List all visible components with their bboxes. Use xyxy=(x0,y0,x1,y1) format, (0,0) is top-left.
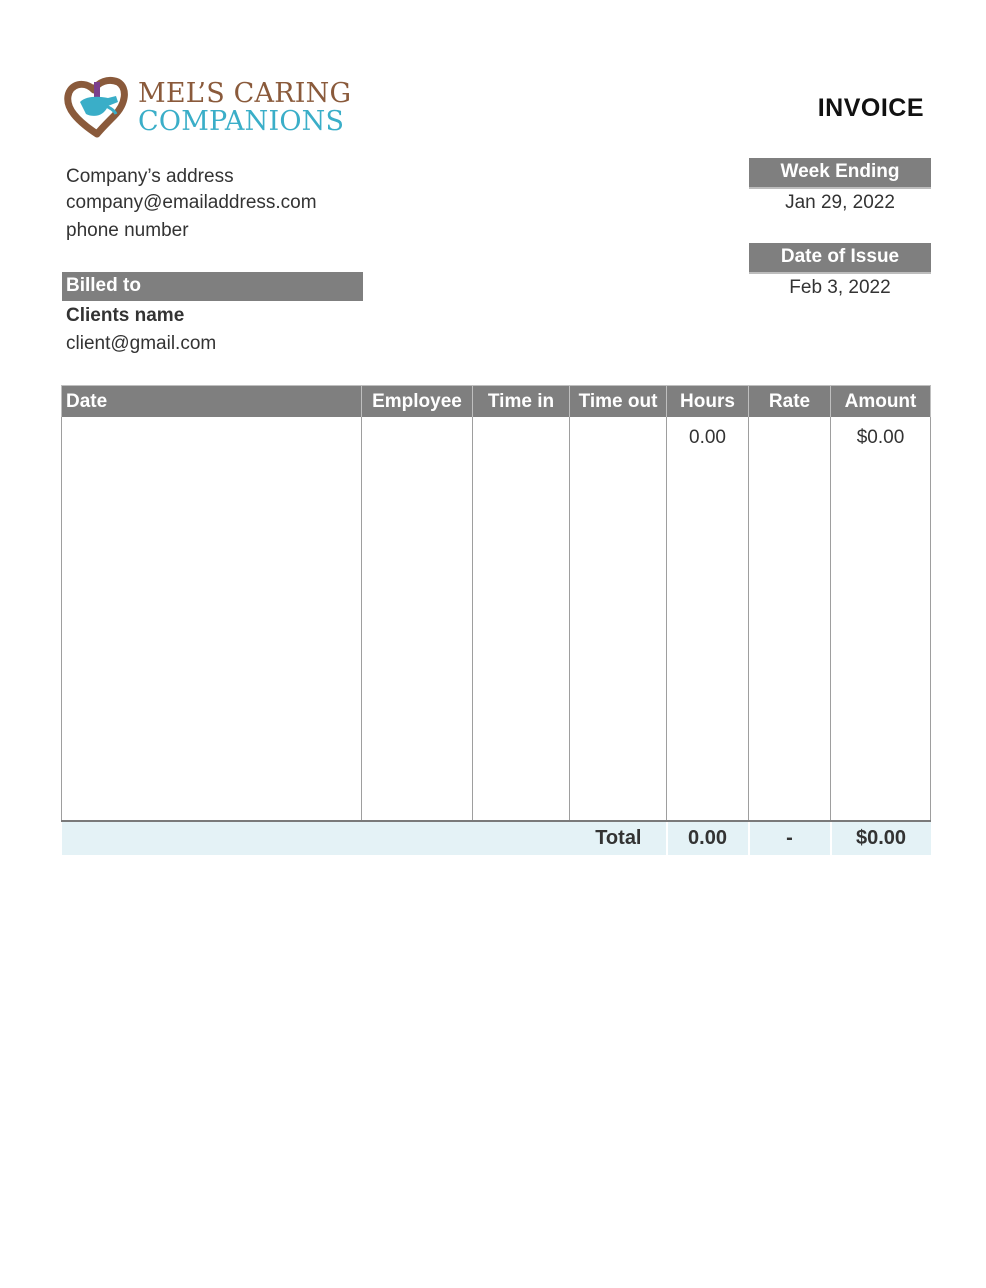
total-rate: - xyxy=(749,821,831,855)
column-header-amount: Amount xyxy=(831,386,931,418)
column-header-employee: Employee xyxy=(362,386,473,418)
client-email: client@gmail.com xyxy=(66,333,217,354)
date-of-issue-header: Date of Issue xyxy=(749,243,931,272)
column-header-time-out: Time out xyxy=(570,386,667,418)
logo-text-line1: MEL’S CARING xyxy=(138,78,352,109)
cell-amount: $0.00 xyxy=(831,417,931,821)
total-amount: $0.00 xyxy=(831,821,931,855)
total-hours: 0.00 xyxy=(667,821,749,855)
company-email: company@emailaddress.com xyxy=(66,192,317,213)
client-name: Clients name xyxy=(66,305,185,326)
cell-employee[interactable] xyxy=(362,417,473,821)
week-ending-value: Jan 29, 2022 xyxy=(785,192,895,213)
cell-time-in[interactable] xyxy=(473,417,570,821)
table-row xyxy=(62,417,931,821)
cell-date[interactable] xyxy=(62,417,362,821)
total-label: Total xyxy=(62,821,667,855)
company-phone: phone number xyxy=(66,220,189,241)
date-of-issue-value: Feb 3, 2022 xyxy=(789,277,891,298)
logo-text-line2: COMPANIONS xyxy=(138,106,345,137)
invoice-table xyxy=(61,385,931,855)
invoice-title: INVOICE xyxy=(817,94,924,122)
column-header-date: Date xyxy=(62,386,362,418)
column-header-rate: Rate xyxy=(749,386,831,418)
cell-hours: 0.00 xyxy=(667,417,749,821)
billed-to-header: Billed to xyxy=(62,272,363,301)
table-header-row xyxy=(62,386,931,418)
total-row xyxy=(62,821,931,855)
week-ending-header: Week Ending xyxy=(749,158,931,187)
heart-hands-icon xyxy=(64,76,130,138)
cell-time-out[interactable] xyxy=(570,417,667,821)
company-logo xyxy=(64,74,364,138)
cell-rate[interactable] xyxy=(749,417,831,821)
company-address: Company’s address xyxy=(66,166,234,187)
column-header-time-in: Time in xyxy=(473,386,570,418)
column-header-hours: Hours xyxy=(667,386,749,418)
